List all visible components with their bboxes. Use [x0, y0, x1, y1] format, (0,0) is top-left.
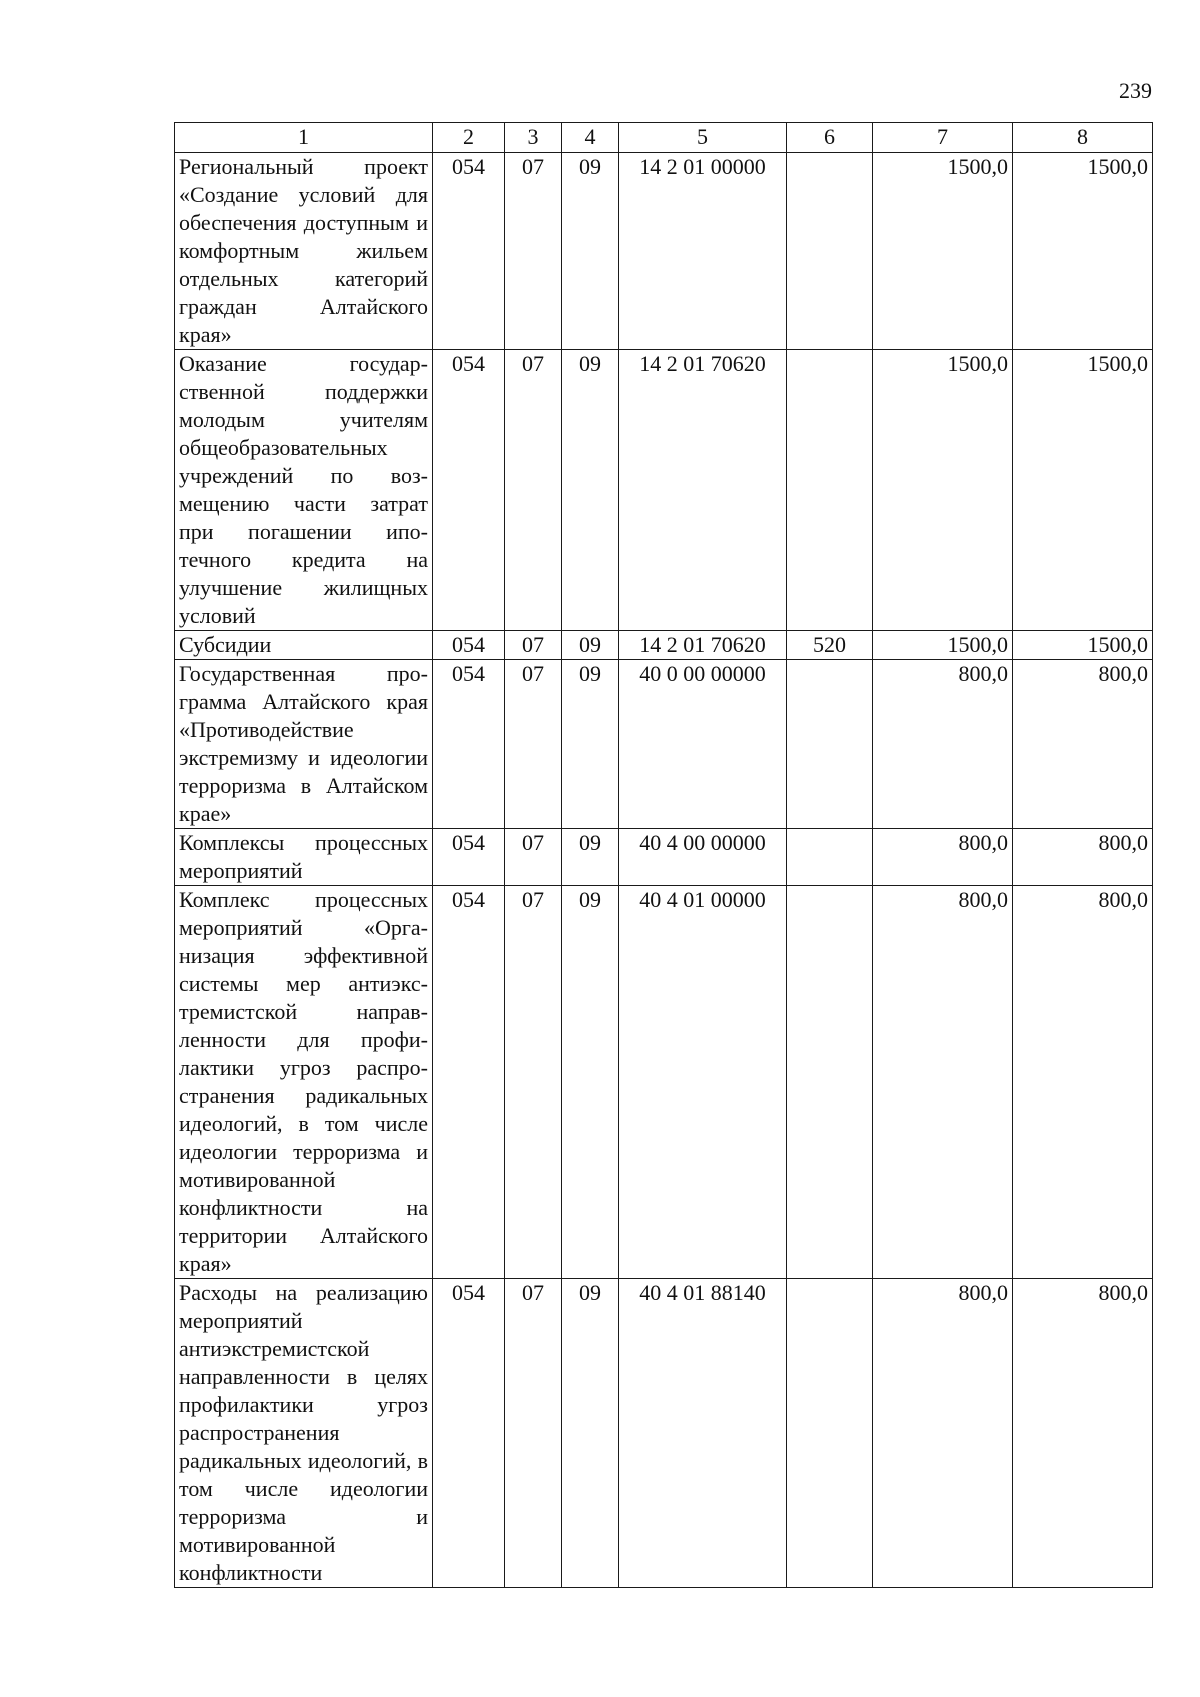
expense-type-code: 520	[787, 631, 873, 660]
amount-col-7: 800,0	[873, 1279, 1013, 1588]
table-row	[175, 350, 1153, 631]
column-header-4: 4	[562, 123, 619, 153]
section-code: 07	[505, 153, 562, 350]
section-code: 07	[505, 350, 562, 631]
expense-type-code	[787, 886, 873, 1279]
table-row	[175, 631, 1153, 660]
column-number-row	[175, 123, 1153, 153]
column-header-3: 3	[505, 123, 562, 153]
subsection-code: 09	[562, 631, 619, 660]
subsection-code: 09	[562, 350, 619, 631]
amount-col-7: 1500,0	[873, 153, 1013, 350]
column-header-8: 8	[1013, 123, 1153, 153]
section-code: 07	[505, 886, 562, 1279]
amount-col-7: 800,0	[873, 660, 1013, 829]
amount-col-7: 800,0	[873, 829, 1013, 886]
amount-col-8: 1500,0	[1013, 153, 1153, 350]
section-code: 07	[505, 829, 562, 886]
amount-col-8: 1500,0	[1013, 350, 1153, 631]
column-header-6: 6	[787, 123, 873, 153]
target-article-code: 40 4 00 00000	[619, 829, 787, 886]
row-name: Региональный проект «Создание условий для обеспечения доступным и комфортным жильем отдельных категорий граждан Алтайского края»	[175, 153, 433, 350]
amount-col-8: 800,0	[1013, 829, 1153, 886]
amount-col-8: 1500,0	[1013, 631, 1153, 660]
table-row	[175, 829, 1153, 886]
target-article-code: 40 4 01 88140	[619, 1279, 787, 1588]
row-name: Комплексы процессных мероприятий	[175, 829, 433, 886]
amount-col-8: 800,0	[1013, 1279, 1153, 1588]
expense-type-code	[787, 153, 873, 350]
column-header-7: 7	[873, 123, 1013, 153]
ministry-code: 054	[433, 350, 505, 631]
table-row	[175, 153, 1153, 350]
row-name: Субсидии	[175, 631, 433, 660]
row-name: Расходы на реализацию мероприятий антиэкстремистской направленности в целях профилактики угроз распространения радикальных идеологий, в том числе идеологии терроризма и мотивированной конфликтности	[175, 1279, 433, 1588]
ministry-code: 054	[433, 1279, 505, 1588]
subsection-code: 09	[562, 660, 619, 829]
ministry-code: 054	[433, 153, 505, 350]
table-row	[175, 1279, 1153, 1588]
column-header-5: 5	[619, 123, 787, 153]
expense-type-code	[787, 829, 873, 886]
row-name: Государственная программа Алтайского края «Противодействие экстремизму и идеологии терроризма в Алтайском крае»	[175, 660, 433, 829]
section-code: 07	[505, 631, 562, 660]
table-row	[175, 886, 1153, 1279]
target-article-code: 40 4 01 00000	[619, 886, 787, 1279]
section-code: 07	[505, 1279, 562, 1588]
row-name: Комплекс процессных мероприятий «Организация эффективной системы мер антиэкстремистской направленности для профилактики угроз распространения радикальных идеологий, в том числе идеологии терроризма и мотивированной конфликтности на территории Алтайского края»	[175, 886, 433, 1279]
target-article-code: 40 0 00 00000	[619, 660, 787, 829]
subsection-code: 09	[562, 1279, 619, 1588]
ministry-code: 054	[433, 660, 505, 829]
target-article-code: 14 2 01 00000	[619, 153, 787, 350]
target-article-code: 14 2 01 70620	[619, 631, 787, 660]
column-header-2: 2	[433, 123, 505, 153]
ministry-code: 054	[433, 631, 505, 660]
page-number: 239	[1119, 78, 1152, 103]
target-article-code: 14 2 01 70620	[619, 350, 787, 631]
subsection-code: 09	[562, 829, 619, 886]
ministry-code: 054	[433, 829, 505, 886]
amount-col-7: 1500,0	[873, 631, 1013, 660]
section-code: 07	[505, 660, 562, 829]
subsection-code: 09	[562, 153, 619, 350]
ministry-code: 054	[433, 886, 505, 1279]
expense-type-code	[787, 1279, 873, 1588]
amount-col-7: 1500,0	[873, 350, 1013, 631]
expense-type-code	[787, 350, 873, 631]
subsection-code: 09	[562, 886, 619, 1279]
amount-col-8: 800,0	[1013, 886, 1153, 1279]
row-name: Оказание государственной поддержки молодым учителям общеобразовательных учреждений по возмещению части затрат при погашении ипотечного кредита на улучшение жилищных условий	[175, 350, 433, 631]
budget-table	[174, 122, 1153, 1588]
table-row	[175, 660, 1153, 829]
amount-col-8: 800,0	[1013, 660, 1153, 829]
expense-type-code	[787, 660, 873, 829]
column-header-1: 1	[175, 123, 433, 153]
amount-col-7: 800,0	[873, 886, 1013, 1279]
